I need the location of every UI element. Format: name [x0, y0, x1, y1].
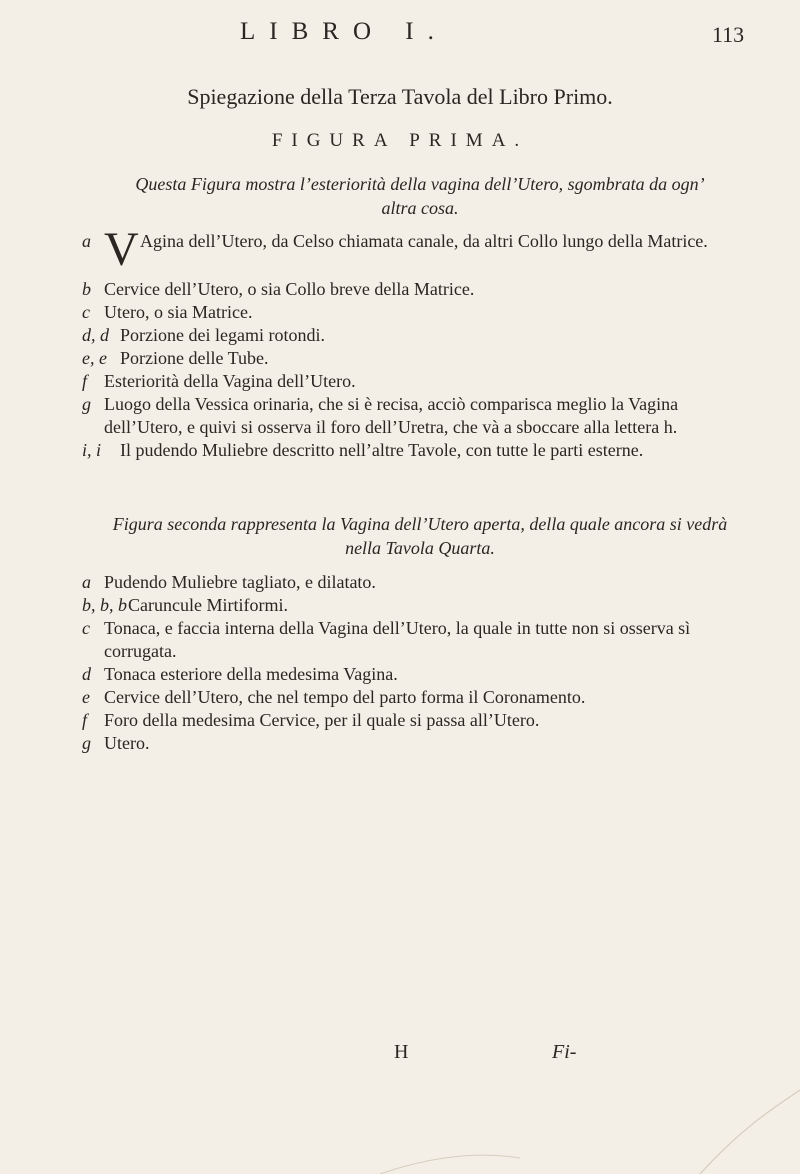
- legend-entry: [82, 324, 754, 347]
- section-title: Spiegazione della Terza Tavola del Libro Primo.: [187, 84, 613, 109]
- legend-text: Esteriorità della Vagina dell’Utero.: [104, 371, 356, 391]
- legend-entry: [82, 223, 754, 278]
- drop-cap: V: [104, 223, 139, 276]
- legend-text: Il pudendo Muliebre descritto nell’altre Tavole, con tutte le parti esterne.: [120, 440, 644, 460]
- legend-entry: [82, 732, 754, 755]
- legend-text: Tonaca esteriore della medesima Vagina.: [104, 664, 398, 684]
- legend-text: Porzione delle Tube.: [120, 348, 269, 368]
- signature-mark: H: [394, 1041, 409, 1063]
- legend-entry: [82, 594, 754, 617]
- legend-text: Tonaca, e faccia interna della Vagina dell’Utero, la quale in tutte non si osserva sì corrugata.: [104, 618, 691, 661]
- running-head: [0, 18, 800, 58]
- legend-letter: d, d: [82, 325, 109, 345]
- legend-text: Pudendo Muliebre tagliato, e dilatato.: [104, 572, 376, 592]
- legend-letter: c: [82, 302, 90, 322]
- legend-text: Utero.: [104, 733, 150, 753]
- legend-text: Caruncule Mirtiformi.: [128, 595, 288, 615]
- running-title: LIBRO I.: [240, 18, 448, 45]
- legend-text: Foro della medesima Cervice, per il quale si passa all’Utero.: [104, 710, 540, 730]
- legend-entry: [82, 393, 754, 439]
- legend-entry: [82, 686, 754, 709]
- legend-text: Agina dell’Utero, da Celso chiamata canale, da altri Collo lungo della Matrice.: [140, 231, 708, 251]
- legend-entry: [82, 347, 754, 370]
- legend-text: Cervice dell’Utero, che nel tempo del parto forma il Coronamento.: [104, 687, 586, 707]
- catchword: Fi-: [552, 1041, 577, 1063]
- legend-entry: [82, 617, 754, 663]
- legend-text: Porzione dei legami rotondi.: [120, 325, 325, 345]
- legend-entry: [82, 709, 754, 732]
- legend-letter: a: [82, 572, 91, 592]
- legend-letter: i, i: [82, 440, 102, 460]
- figure-two-caption: Figura seconda rappresenta la Vagina dell’Utero aperta, della quale ancora si vedrà nella Tavola Quarta.: [112, 514, 728, 558]
- figure-one-heading: FIGURA PRIMA.: [271, 130, 529, 151]
- legend-entry: [82, 663, 754, 686]
- figure-one-legend: [82, 223, 754, 462]
- legend-letter: e, e: [82, 348, 107, 368]
- legend-entry: [82, 571, 754, 594]
- legend-letter: b: [82, 279, 91, 299]
- legend-entry: [82, 301, 754, 324]
- legend-entry: [82, 278, 754, 301]
- legend-letter: c: [82, 618, 90, 638]
- legend-entry: [82, 370, 754, 393]
- legend-letter: a: [82, 231, 91, 251]
- figure-two-legend: [82, 571, 754, 755]
- legend-letter: b, b, b: [82, 595, 127, 615]
- legend-text: Cervice dell’Utero, o sia Collo breve della Matrice.: [104, 279, 475, 299]
- legend-entry: [82, 439, 754, 462]
- legend-letter: f: [82, 371, 88, 391]
- legend-text: Utero, o sia Matrice.: [104, 302, 253, 322]
- legend-letter: g: [82, 394, 91, 414]
- legend-letter: g: [82, 733, 91, 753]
- legend-letter: d: [82, 664, 91, 684]
- page-number: 113: [712, 22, 745, 47]
- legend-letter: e: [82, 687, 90, 707]
- legend-letter: f: [82, 710, 88, 730]
- figure-one-caption: Questa Figura mostra l’esteriorità della vagina dell’Utero, sgombrata da ogn’ altra cosa.: [135, 174, 705, 218]
- legend-text: Luogo della Vessica orinaria, che si è recisa, acciò comparisca meglio la Vagina dell’Utero, e quivi si osserva il foro dell’Uretra, che và a sboccare alla lettera h.: [104, 394, 679, 437]
